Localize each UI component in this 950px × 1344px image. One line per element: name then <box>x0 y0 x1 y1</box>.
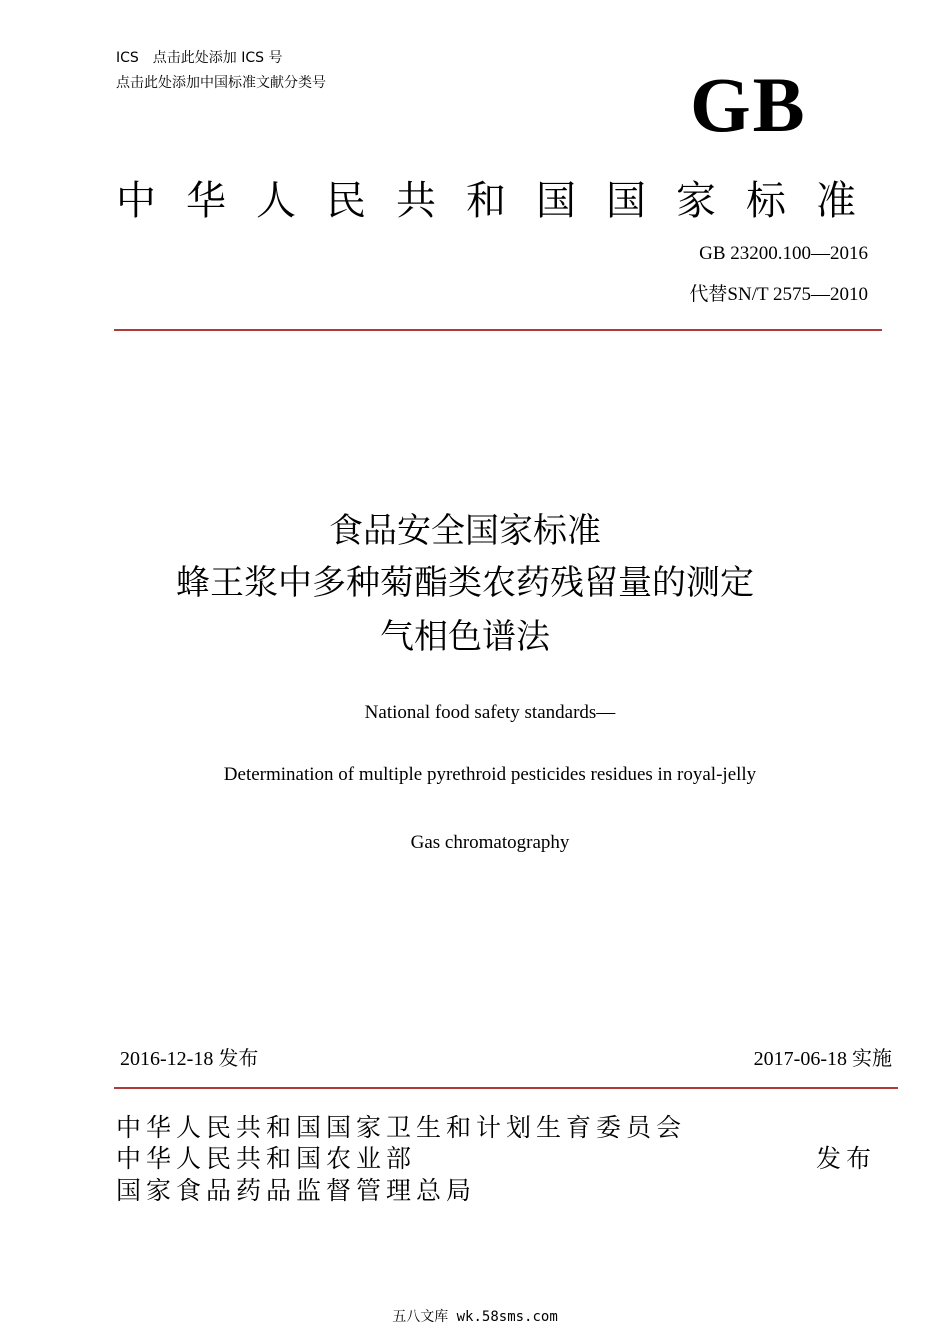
english-title-line-1: National food safety standards— <box>364 702 616 723</box>
implementation-date: 2017-06-18 实施 <box>753 1048 892 1070</box>
gb-logo: GB <box>690 61 807 148</box>
bottom-divider <box>114 1087 898 1089</box>
title-line-2: 蜂王浆中多种菊酯类农药残留量的测定 <box>176 563 754 603</box>
top-divider <box>114 329 882 331</box>
issue-date: 2016-12-18 发布 <box>120 1048 259 1070</box>
ics-number: ICS 点击此处添加 ICS 号 <box>116 50 283 66</box>
issuing-organization-3: 国家食品药品监督管理总局 <box>116 1176 477 1205</box>
issuing-organization-1: 中华人民共和国国家卫生和计划生育委员会 <box>116 1113 687 1142</box>
title-line-1: 食品安全国家标准 <box>329 511 601 551</box>
replaces-standard: 代替SN/T 2575—2010 <box>689 284 868 305</box>
national-standard-heading: 中华人民共和国国家标准 <box>116 178 886 224</box>
footer-watermark: 五八文库 wk.58sms.com <box>392 1309 558 1325</box>
title-line-3: 气相色谱法 <box>380 617 550 657</box>
standard-number: GB 23200.100—2016 <box>699 243 868 264</box>
ccs-classification: 点击此处添加中国标准文献分类号 <box>116 75 326 91</box>
publish-label: 发布 <box>816 1144 877 1173</box>
english-title-line-2: Determination of multiple pyrethroid pesticides residues in royal-jelly <box>223 764 757 785</box>
issuing-organization-2: 中华人民共和国农业部 <box>116 1144 417 1173</box>
english-title-line-3: Gas chromatography <box>410 832 570 853</box>
